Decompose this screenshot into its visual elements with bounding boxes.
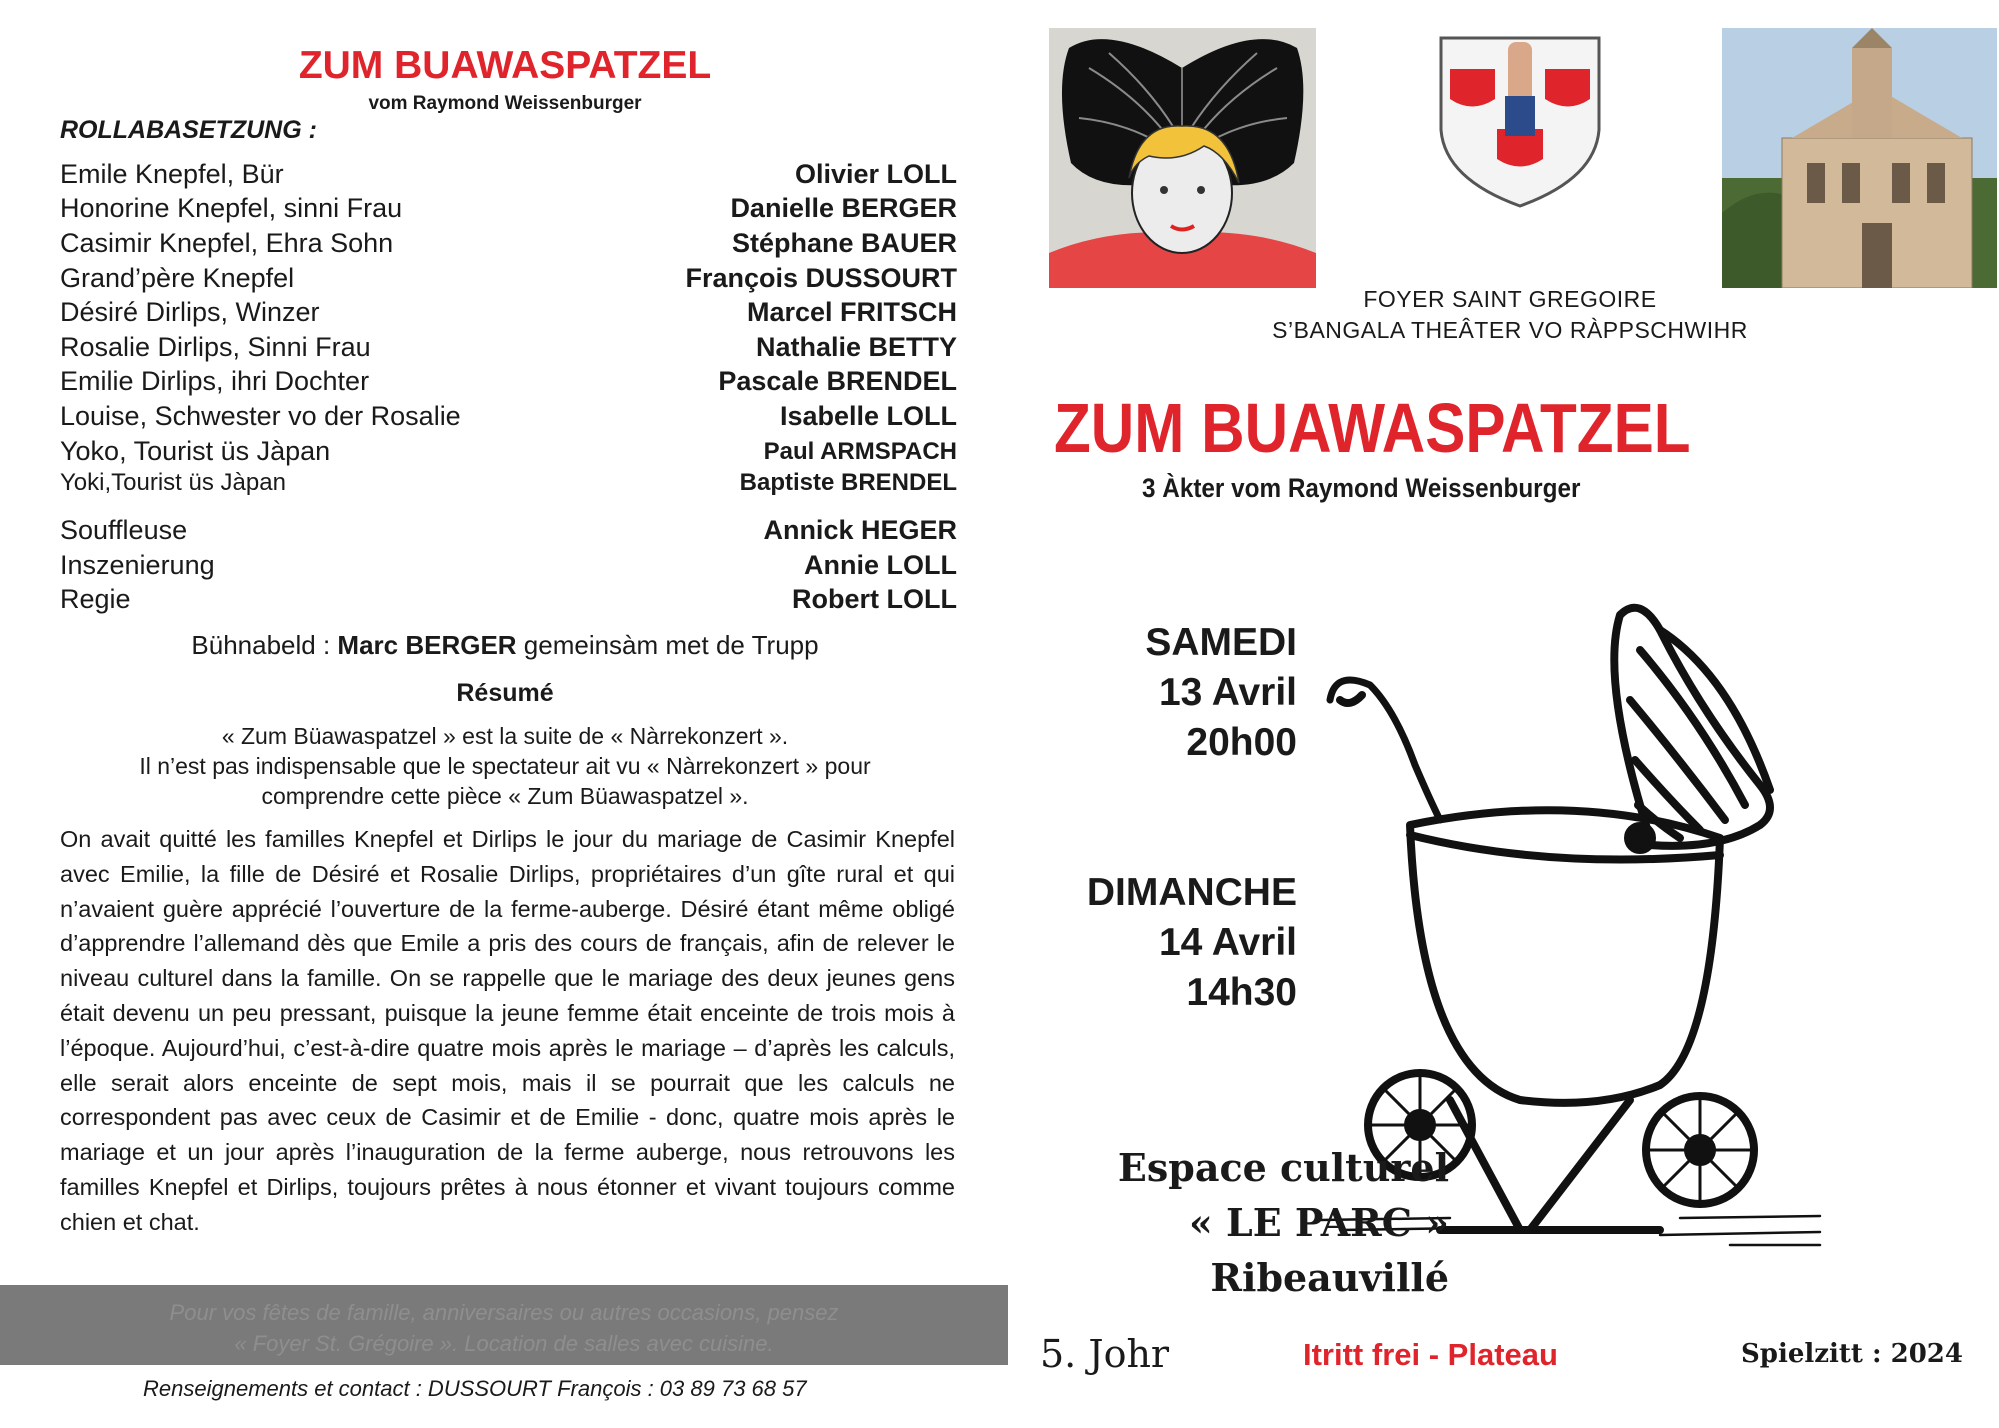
- advert-line: Pour vos fêtes de famille, anniversaires ou autres occasions, pensez: [169, 1300, 839, 1325]
- show2-time: 14h30: [1186, 971, 1297, 1014]
- intro-line: Il n’est pas indispensable que le spectateur ait vu « Nàrrekonzert » pour: [139, 753, 871, 779]
- crew-name: Robert LOLL: [792, 584, 957, 614]
- cast-actor: Paul ARMSPACH: [763, 438, 957, 465]
- advert-line: « Foyer St. Grégoire ». Location de salles avec cuisine.: [234, 1331, 774, 1356]
- cast-role: Casimir Knepfel, Ehra Sohn: [60, 228, 394, 258]
- stage-design-rest: gemeinsàm met de Trupp: [516, 630, 819, 660]
- cast-role: Yoki,Tourist üs Jàpan: [60, 469, 286, 496]
- show1-date: 13 Avril: [1158, 671, 1297, 714]
- left-title: ZUM BUAWASPATZEL: [298, 44, 712, 87]
- cast-actor: Stéphane BAUER: [731, 228, 957, 258]
- stage-designer-name: Marc BERGER: [337, 630, 517, 660]
- foyer-name: FOYER SAINT GREGOIRE: [1363, 286, 1657, 312]
- play-subtitle: 3 Àkter vom Raymond Weissenburger: [1142, 473, 1581, 503]
- cast-actor: Marcel FRITSCH: [746, 297, 957, 327]
- cast-role: Emilie Dirlips, ihri Dochter: [60, 366, 370, 396]
- venue-line2: « LE PARC »: [1189, 1200, 1449, 1245]
- cast-role: Honorine Knepfel, sinni Frau: [60, 193, 403, 223]
- play-title: ZUM BUAWASPATZEL: [1054, 389, 1691, 467]
- crew-role: Souffleuse: [60, 515, 188, 545]
- resume-heading: Résumé: [456, 679, 554, 707]
- alsatian-headdress-image: [1049, 28, 1316, 288]
- church-building-image: [1722, 28, 1997, 288]
- venue-line3: Ribeauvillé: [1210, 1255, 1449, 1300]
- cast-role: Rosalie Dirlips, Sinni Frau: [60, 332, 371, 362]
- intro-line: comprendre cette pièce « Zum Büawaspatzel ».: [261, 783, 749, 809]
- show1-time: 20h00: [1186, 721, 1297, 764]
- left-subtitle: vom Raymond Weissenburger: [368, 93, 642, 114]
- cast-role: Grand’père Knepfel: [60, 263, 295, 293]
- theater-group-name: S’BANGALA THEÂTER VO RÀPPSCHWIHR: [1272, 317, 1748, 343]
- stage-design-credit: [0, 630, 1010, 661]
- advert-text: [0, 1297, 1008, 1359]
- cast-actor: Nathalie BETTY: [755, 332, 957, 362]
- cast-role: Emile Knepfel, Bür: [60, 159, 284, 189]
- cast-role: Désiré Dirlips, Winzer: [60, 297, 320, 327]
- contact-info: Renseignements et contact : DUSSOURT François : 03 89 73 68 57: [143, 1376, 807, 1401]
- cast-heading: ROLLABASETZUNG :: [60, 116, 317, 144]
- cast-role: Louise, Schwester vo der Rosalie: [60, 401, 461, 431]
- show2-date: 14 Avril: [1158, 921, 1297, 964]
- edition-year: 5. Johr: [1040, 1332, 1170, 1376]
- crew-role: Regie: [60, 584, 131, 614]
- stage-design-label: Bühnabeld :: [191, 630, 338, 660]
- show1-day: SAMEDI: [1145, 621, 1297, 664]
- cast-actor: Pascale BRENDEL: [718, 366, 957, 396]
- cast-actor: Isabelle LOLL: [779, 401, 957, 431]
- cast-role: Yoko, Tourist üs Jàpan: [60, 436, 331, 466]
- show2-day: DIMANCHE: [1086, 871, 1297, 914]
- resume-body: On avait quitté les familles Knepfel et Dirlips le jour du mariage de Casimir Knepfel avec Emilie, la fille de Désiré et Rosalie Dirlips, propriétaires d’un gîte rural et qui n’avaient guère apprécié l’ouverture de la ferme-auberge. Désiré étant même obligé d’apprendre l’allemand dès que Emile a pris des cours de français, afin de relever le niveau culturel dans la famille. On se rappelle que le mariage des deux jeunes gens était devenu un peu pressant, puisque la jeune femme était enceinte de trois mois à l’époque. Aujourd’hui, c’est-à-dire quatre mois après le mariage – d’après les calculs, elle serait alors enceinte de sept mois, mais il se pourrait que les calculs ne correspondent pas avec ceux de Casimir et de Emilie - donc, quatre mois après le mariage et un jour après l’inauguration de la ferme auberge, nous retrouvons les familles Knepfel et Dirlips, toujours prêtes à nous étonner et vivant toujours comme chien et chat.: [60, 826, 955, 1235]
- cast-actor: François DUSSOURT: [685, 263, 957, 293]
- cast-actor: Baptiste BRENDEL: [739, 469, 957, 496]
- coat-of-arms-image: [1435, 34, 1605, 208]
- resume-intro: [60, 721, 950, 811]
- venue-line1: Espace culturel: [1117, 1145, 1449, 1190]
- cast-actor: Olivier LOLL: [794, 159, 957, 189]
- intro-line: « Zum Büawaspatzel » est la suite de « Nàrrekonzert ».: [221, 723, 789, 749]
- season-info: Spielzitt : 2024: [1741, 1339, 1963, 1369]
- crew-role: Inszenierung: [60, 550, 215, 580]
- crew-name: Annie LOLL: [804, 550, 957, 580]
- crew-name: Annick HEGER: [763, 515, 957, 545]
- admission-info: Itritt frei - Plateau: [1303, 1337, 1558, 1372]
- cast-actor: Danielle BERGER: [730, 193, 957, 223]
